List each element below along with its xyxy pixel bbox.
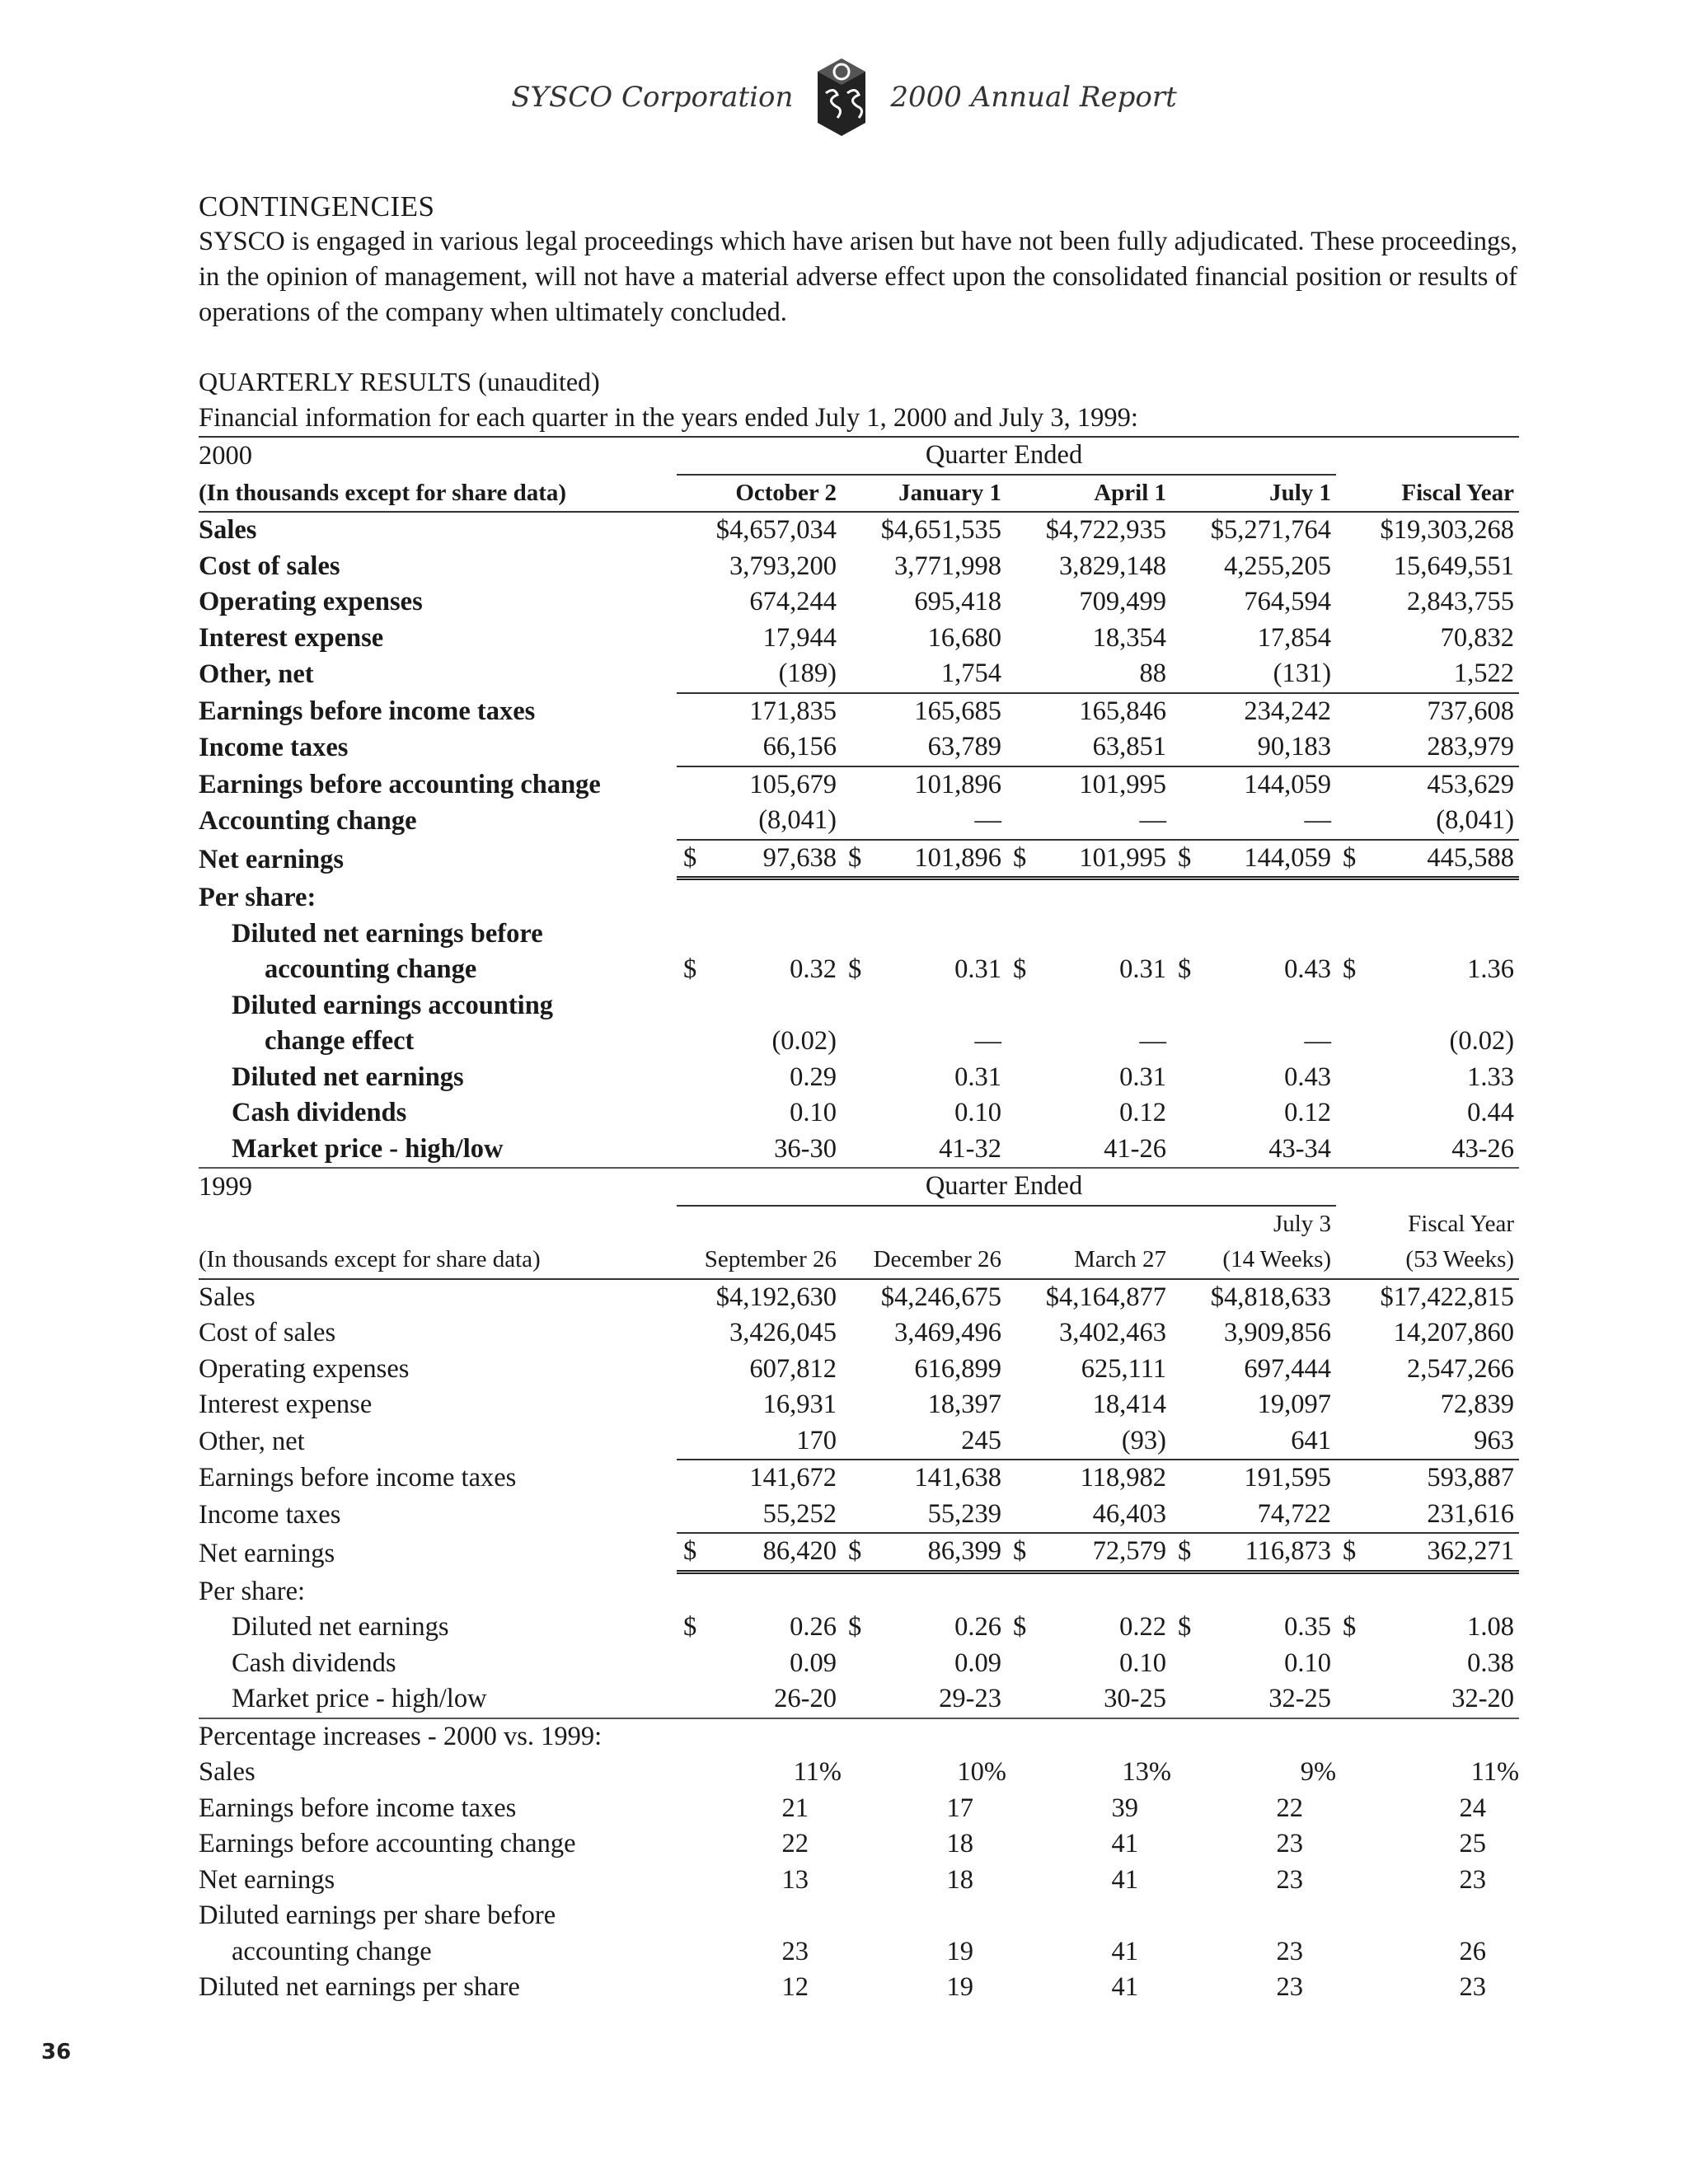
table-row: Interest expense 16,931 18,397 18,414 19,097 72,839 bbox=[199, 1390, 1515, 1419]
header-report: 2000 Annual Report bbox=[890, 81, 1177, 114]
page-content bbox=[199, 190, 1520, 2006]
table-row: Diluted net earnings per share 12 19 41 23 23 bbox=[199, 1972, 1487, 2002]
table-row: Interest expense 17,944 16,680 18,354 17,854 70,832 bbox=[199, 622, 1515, 653]
quarterly-title: QUARTERLY RESULTS (unaudited) bbox=[199, 367, 600, 396]
table-row: accounting change $ 0.32 $ 0.31 $ 0.31 $ 0.43 $ 1.36 bbox=[265, 954, 1515, 984]
table-row: Other, net 170 245 (93) 641 963 bbox=[199, 1423, 1519, 1460]
pct-title: Percentage increases - 2000 vs. 1999: bbox=[199, 1718, 1519, 1755]
table-row: Net earnings $ 97,638 $ 101,896 $ 101,995 $ 144,059 $ 445,588 bbox=[199, 840, 1519, 879]
quarter-ended-2000: Quarter Ended bbox=[677, 437, 1336, 475]
table-row: Diluted earnings per share before bbox=[199, 1900, 556, 1930]
table-row: Sales 11% 10% 13% 9% 11% bbox=[199, 1757, 1520, 1787]
col-header: January 1 bbox=[842, 475, 1006, 513]
col-header: April 1 bbox=[1006, 475, 1171, 513]
table-row: Sales $4,192,630 $4,246,675 $4,164,877 $4,818,633 $17,422,815 bbox=[199, 1282, 1515, 1312]
table-row: accounting change 23 19 41 23 26 bbox=[232, 1936, 1487, 1966]
unit-label-1999: (In thousands except for share data) bbox=[199, 1242, 677, 1279]
contingencies-title: CONTINGENCIES bbox=[199, 190, 435, 223]
table-row: Earnings before accounting change 22 18 41 23 25 bbox=[199, 1829, 1487, 1858]
table-row: Accounting change (8,041) — — — (8,041) bbox=[199, 803, 1519, 840]
quarterly-subtitle: Financial information for each quarter in the years ended July 1, 2000 and July 3, 1999: bbox=[199, 403, 1138, 433]
col-header: Fiscal Year bbox=[1336, 475, 1519, 513]
table-row: Income taxes 66,156 63,789 63,851 90,183 283,979 bbox=[199, 729, 1519, 766]
col-header: (14 Weeks) bbox=[1171, 1242, 1336, 1279]
page-header bbox=[0, 48, 1688, 147]
quarterly-results-table bbox=[199, 436, 1519, 2006]
col-header: (53 Weeks) bbox=[1336, 1242, 1519, 1279]
page-number: 36 bbox=[41, 2040, 72, 2064]
col-header: March 27 bbox=[1006, 1242, 1171, 1279]
col-header: July 1 bbox=[1171, 475, 1336, 513]
table-row: Diluted net earnings 0.29 0.31 0.31 0.43 1.33 bbox=[232, 1062, 1515, 1092]
table-percentage bbox=[199, 1718, 1519, 2006]
table-row: Net earnings $ 86,420 $ 86,399 $ 72,579 $ 116,873 $ 362,271 bbox=[199, 1533, 1519, 1572]
table-row: Cash dividends 0.10 0.10 0.12 0.12 0.44 bbox=[232, 1098, 1515, 1127]
sysco-logo-icon bbox=[816, 57, 867, 138]
header-company: SYSCO Corporation bbox=[511, 81, 794, 114]
table-row: Cash dividends 0.09 0.09 0.10 0.10 0.38 bbox=[232, 1647, 1515, 1678]
table-row: Market price - high/low 36-30 41-32 41-26 43-34 43-26 bbox=[232, 1133, 1515, 1164]
table-row: Diluted earnings accounting bbox=[232, 990, 554, 1020]
unit-label-2000: (In thousands except for share data) bbox=[199, 475, 677, 513]
table-row: Net earnings 13 18 41 23 23 bbox=[199, 1864, 1487, 1895]
contingencies-text: SYSCO is engaged in various legal proceedings which have arisen but have not been fully adjudicated. These proceedings, in the opinion of management, will not have a material adverse effect upon the consolidated financial position or results of operations of the company when ultimately concluded. bbox=[199, 227, 1517, 327]
quarter-ended-1999: Quarter Ended bbox=[677, 1168, 1336, 1206]
table-row: Earnings before accounting change 105,679 101,896 101,995 144,059 453,629 bbox=[199, 769, 1515, 799]
year-1999-label: 1999 bbox=[199, 1168, 677, 1206]
table-row: Operating expenses 674,244 695,418 709,499 764,594 2,843,755 bbox=[199, 587, 1515, 616]
table-row: Earnings before income taxes 171,835 165,685 165,846 234,242 737,608 bbox=[199, 696, 1515, 726]
table-row: Earnings before income taxes 141,672 141,638 118,982 191,595 593,887 bbox=[199, 1463, 1515, 1493]
table-row: Other, net (189) 1,754 88 (131) 1,522 bbox=[199, 656, 1519, 693]
table-row: change effect (0.02) — — — (0.02) bbox=[265, 1026, 1515, 1056]
col-header: Fiscal Year bbox=[1408, 1210, 1515, 1237]
table-row: Market price - high/low 26-20 29-23 30-25 32-25 32-20 bbox=[232, 1684, 1515, 1713]
col-header: October 2 bbox=[677, 475, 842, 513]
table-1999 bbox=[199, 1168, 1519, 1718]
table-row: Income taxes 55,252 55,239 46,403 74,722 231,616 bbox=[199, 1497, 1519, 1534]
table-row: Diluted net earnings $ 0.26 $ 0.26 $ 0.22 $ 0.35 $ 1.08 bbox=[232, 1612, 1515, 1642]
table-row: Sales $4,657,034 $4,651,535 $4,722,935 $5,271,764 $19,303,268 bbox=[199, 515, 1515, 545]
table-row: Cost of sales 3,426,045 3,469,496 3,402,463 3,909,856 14,207,860 bbox=[199, 1318, 1515, 1347]
table-row: Operating expenses 607,812 616,899 625,111 697,444 2,547,266 bbox=[199, 1353, 1515, 1384]
year-2000-label: 2000 bbox=[199, 437, 677, 475]
table-row: Earnings before income taxes 21 17 39 22 24 bbox=[199, 1793, 1487, 1823]
table-row: Per share: bbox=[199, 883, 316, 912]
table-row: Diluted net earnings before bbox=[232, 918, 543, 949]
table-2000 bbox=[199, 437, 1519, 1168]
col-header: September 26 bbox=[677, 1242, 842, 1279]
col-header: December 26 bbox=[842, 1242, 1006, 1279]
col-header: July 3 bbox=[1273, 1210, 1332, 1237]
table-row: Cost of sales 3,793,200 3,771,998 3,829,148 4,255,205 15,649,551 bbox=[199, 551, 1515, 581]
table-row: Per share: bbox=[199, 1576, 306, 1606]
